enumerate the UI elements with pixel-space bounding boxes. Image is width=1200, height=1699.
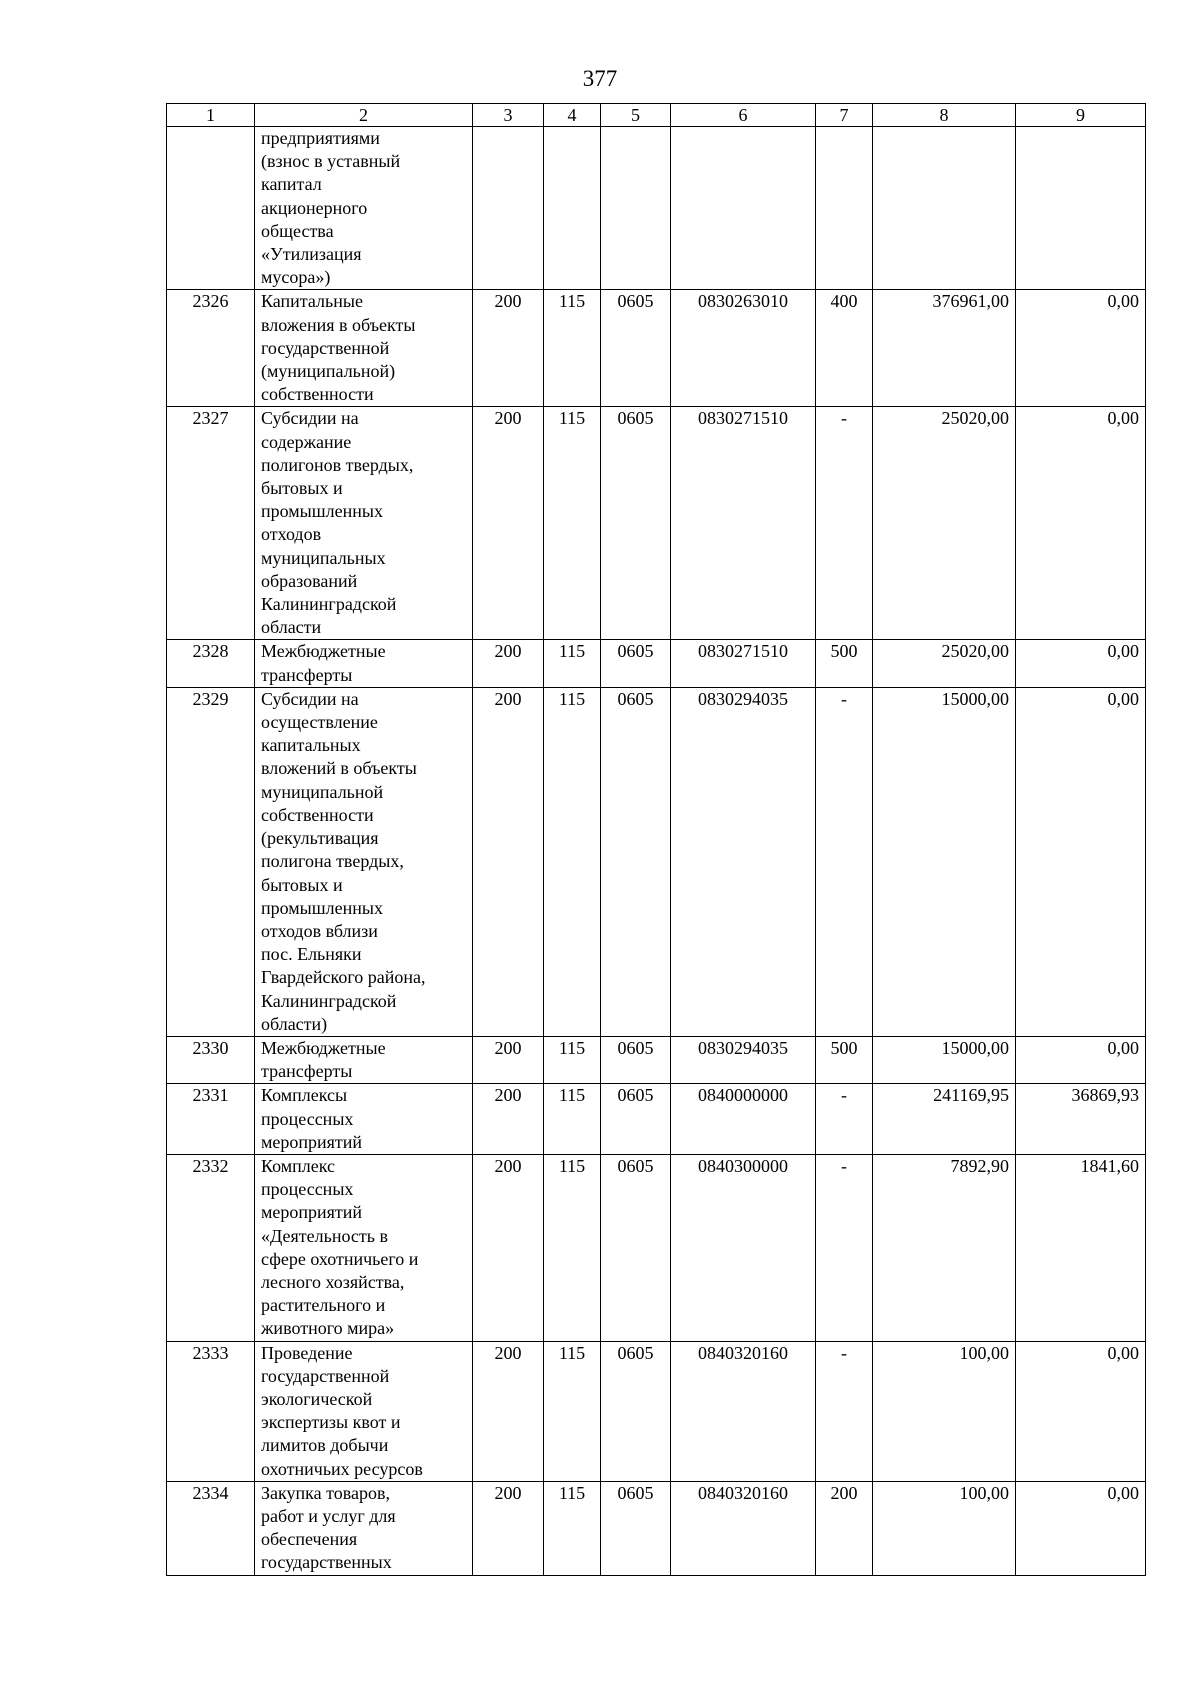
column-header: 1 — [167, 104, 255, 127]
cell-col3: 200 — [473, 1481, 544, 1575]
row-number: 2333 — [167, 1341, 255, 1481]
cell-col9: 0,00 — [1016, 1481, 1146, 1575]
table-row — [167, 407, 1146, 640]
row-name: Капитальные вложения в объекты государственной (муниципальной) собственности — [255, 290, 473, 407]
cell-col8: 25020,00 — [873, 640, 1016, 687]
cell-col4: 115 — [544, 1084, 601, 1155]
cell-col9: 36869,93 — [1016, 1084, 1146, 1155]
cell-col9: 0,00 — [1016, 1036, 1146, 1083]
cell-col5: 0605 — [601, 1481, 671, 1575]
column-header: 9 — [1016, 104, 1146, 127]
cell-col6: 0840300000 — [671, 1154, 816, 1341]
row-name: Межбюджетные трансферты — [255, 1036, 473, 1083]
row-name: Субсидии на содержание полигонов твердых, бытовых и промышленных отходов муниципальных образований Калининградской области — [255, 407, 473, 640]
cell-col7: - — [816, 1084, 873, 1155]
column-header: 4 — [544, 104, 601, 127]
table-row — [167, 1481, 1146, 1575]
column-header: 5 — [601, 104, 671, 127]
cell-col3: 200 — [473, 407, 544, 640]
page-number: 377 — [582, 66, 618, 91]
cell-col9: 0,00 — [1016, 290, 1146, 407]
cell-col5: 0605 — [601, 1154, 671, 1341]
cell-col7: 500 — [816, 1036, 873, 1083]
cell-col9: 0,00 — [1016, 640, 1146, 687]
cell-col5 — [601, 127, 671, 290]
cell-col7: - — [816, 407, 873, 640]
row-name: предприятиями (взнос в уставный капитал акционерного общества «Утилизация мусора») — [255, 127, 473, 290]
cell-col5: 0605 — [601, 407, 671, 640]
cell-col3: 200 — [473, 687, 544, 1036]
row-name: Проведение государственной экологической экспертизы квот и лимитов добычи охотничьих ресурсов — [255, 1341, 473, 1481]
cell-col5: 0605 — [601, 1084, 671, 1155]
cell-col3: 200 — [473, 640, 544, 687]
cell-col9 — [1016, 127, 1146, 290]
row-number: 2328 — [167, 640, 255, 687]
table-row — [167, 127, 1146, 290]
row-number: 2331 — [167, 1084, 255, 1155]
cell-col7: - — [816, 1341, 873, 1481]
row-number: 2326 — [167, 290, 255, 407]
cell-col8: 7892,90 — [873, 1154, 1016, 1341]
cell-col6: 0830271510 — [671, 407, 816, 640]
cell-col7: - — [816, 1154, 873, 1341]
budget-table — [166, 103, 1146, 1576]
cell-col8: 100,00 — [873, 1341, 1016, 1481]
row-number — [167, 127, 255, 290]
header-row — [167, 104, 1146, 127]
cell-col9: 0,00 — [1016, 687, 1146, 1036]
cell-col9: 0,00 — [1016, 407, 1146, 640]
table-row — [167, 1341, 1146, 1481]
cell-col7: - — [816, 687, 873, 1036]
column-header: 6 — [671, 104, 816, 127]
cell-col3 — [473, 127, 544, 290]
cell-col3: 200 — [473, 1084, 544, 1155]
cell-col6: 0840320160 — [671, 1341, 816, 1481]
cell-col4: 115 — [544, 407, 601, 640]
cell-col3: 200 — [473, 1341, 544, 1481]
cell-col6 — [671, 127, 816, 290]
cell-col4: 115 — [544, 687, 601, 1036]
table-row — [167, 1036, 1146, 1083]
cell-col5: 0605 — [601, 687, 671, 1036]
row-number: 2329 — [167, 687, 255, 1036]
cell-col4: 115 — [544, 1481, 601, 1575]
cell-col6: 0830271510 — [671, 640, 816, 687]
table-row — [167, 1084, 1146, 1155]
cell-col6: 0830294035 — [671, 687, 816, 1036]
row-name: Комплексы процессных мероприятий — [255, 1084, 473, 1155]
table-row — [167, 640, 1146, 687]
table-row — [167, 687, 1146, 1036]
cell-col9: 1841,60 — [1016, 1154, 1146, 1341]
table-row — [167, 1154, 1146, 1341]
cell-col4: 115 — [544, 640, 601, 687]
cell-col7: 400 — [816, 290, 873, 407]
cell-col3: 200 — [473, 290, 544, 407]
cell-col4 — [544, 127, 601, 290]
column-header: 7 — [816, 104, 873, 127]
row-number: 2327 — [167, 407, 255, 640]
cell-col8: 15000,00 — [873, 687, 1016, 1036]
cell-col7: 200 — [816, 1481, 873, 1575]
cell-col5: 0605 — [601, 640, 671, 687]
row-name: Межбюджетные трансферты — [255, 640, 473, 687]
cell-col5: 0605 — [601, 1341, 671, 1481]
row-name: Субсидии на осуществление капитальных вложений в объекты муниципальной собственности (рекультивация полигона твердых, бытовых и промышленных отходов вблизи пос. Ельняки Гвардейского района, Калининградской области) — [255, 687, 473, 1036]
row-number: 2334 — [167, 1481, 255, 1575]
cell-col6: 0830263010 — [671, 290, 816, 407]
cell-col6: 0840000000 — [671, 1084, 816, 1155]
cell-col7 — [816, 127, 873, 290]
column-header: 2 — [255, 104, 473, 127]
cell-col4: 115 — [544, 1341, 601, 1481]
cell-col4: 115 — [544, 1036, 601, 1083]
cell-col3: 200 — [473, 1036, 544, 1083]
cell-col6: 0840320160 — [671, 1481, 816, 1575]
cell-col5: 0605 — [601, 290, 671, 407]
cell-col5: 0605 — [601, 1036, 671, 1083]
table-row — [167, 290, 1146, 407]
cell-col4: 115 — [544, 290, 601, 407]
cell-col6: 0830294035 — [671, 1036, 816, 1083]
row-number: 2330 — [167, 1036, 255, 1083]
cell-col7: 500 — [816, 640, 873, 687]
cell-col8: 376961,00 — [873, 290, 1016, 407]
column-header: 8 — [873, 104, 1016, 127]
cell-col3: 200 — [473, 1154, 544, 1341]
row-name: Закупка товаров, работ и услуг для обеспечения государственных — [255, 1481, 473, 1575]
cell-col8 — [873, 127, 1016, 290]
row-name: Комплекс процессных мероприятий «Деятельность в сфере охотничьего и лесного хозяйства, растительного и животного мира» — [255, 1154, 473, 1341]
cell-col8: 241169,95 — [873, 1084, 1016, 1155]
row-number: 2332 — [167, 1154, 255, 1341]
cell-col4: 115 — [544, 1154, 601, 1341]
cell-col9: 0,00 — [1016, 1341, 1146, 1481]
column-header: 3 — [473, 104, 544, 127]
cell-col8: 15000,00 — [873, 1036, 1016, 1083]
cell-col8: 100,00 — [873, 1481, 1016, 1575]
cell-col8: 25020,00 — [873, 407, 1016, 640]
